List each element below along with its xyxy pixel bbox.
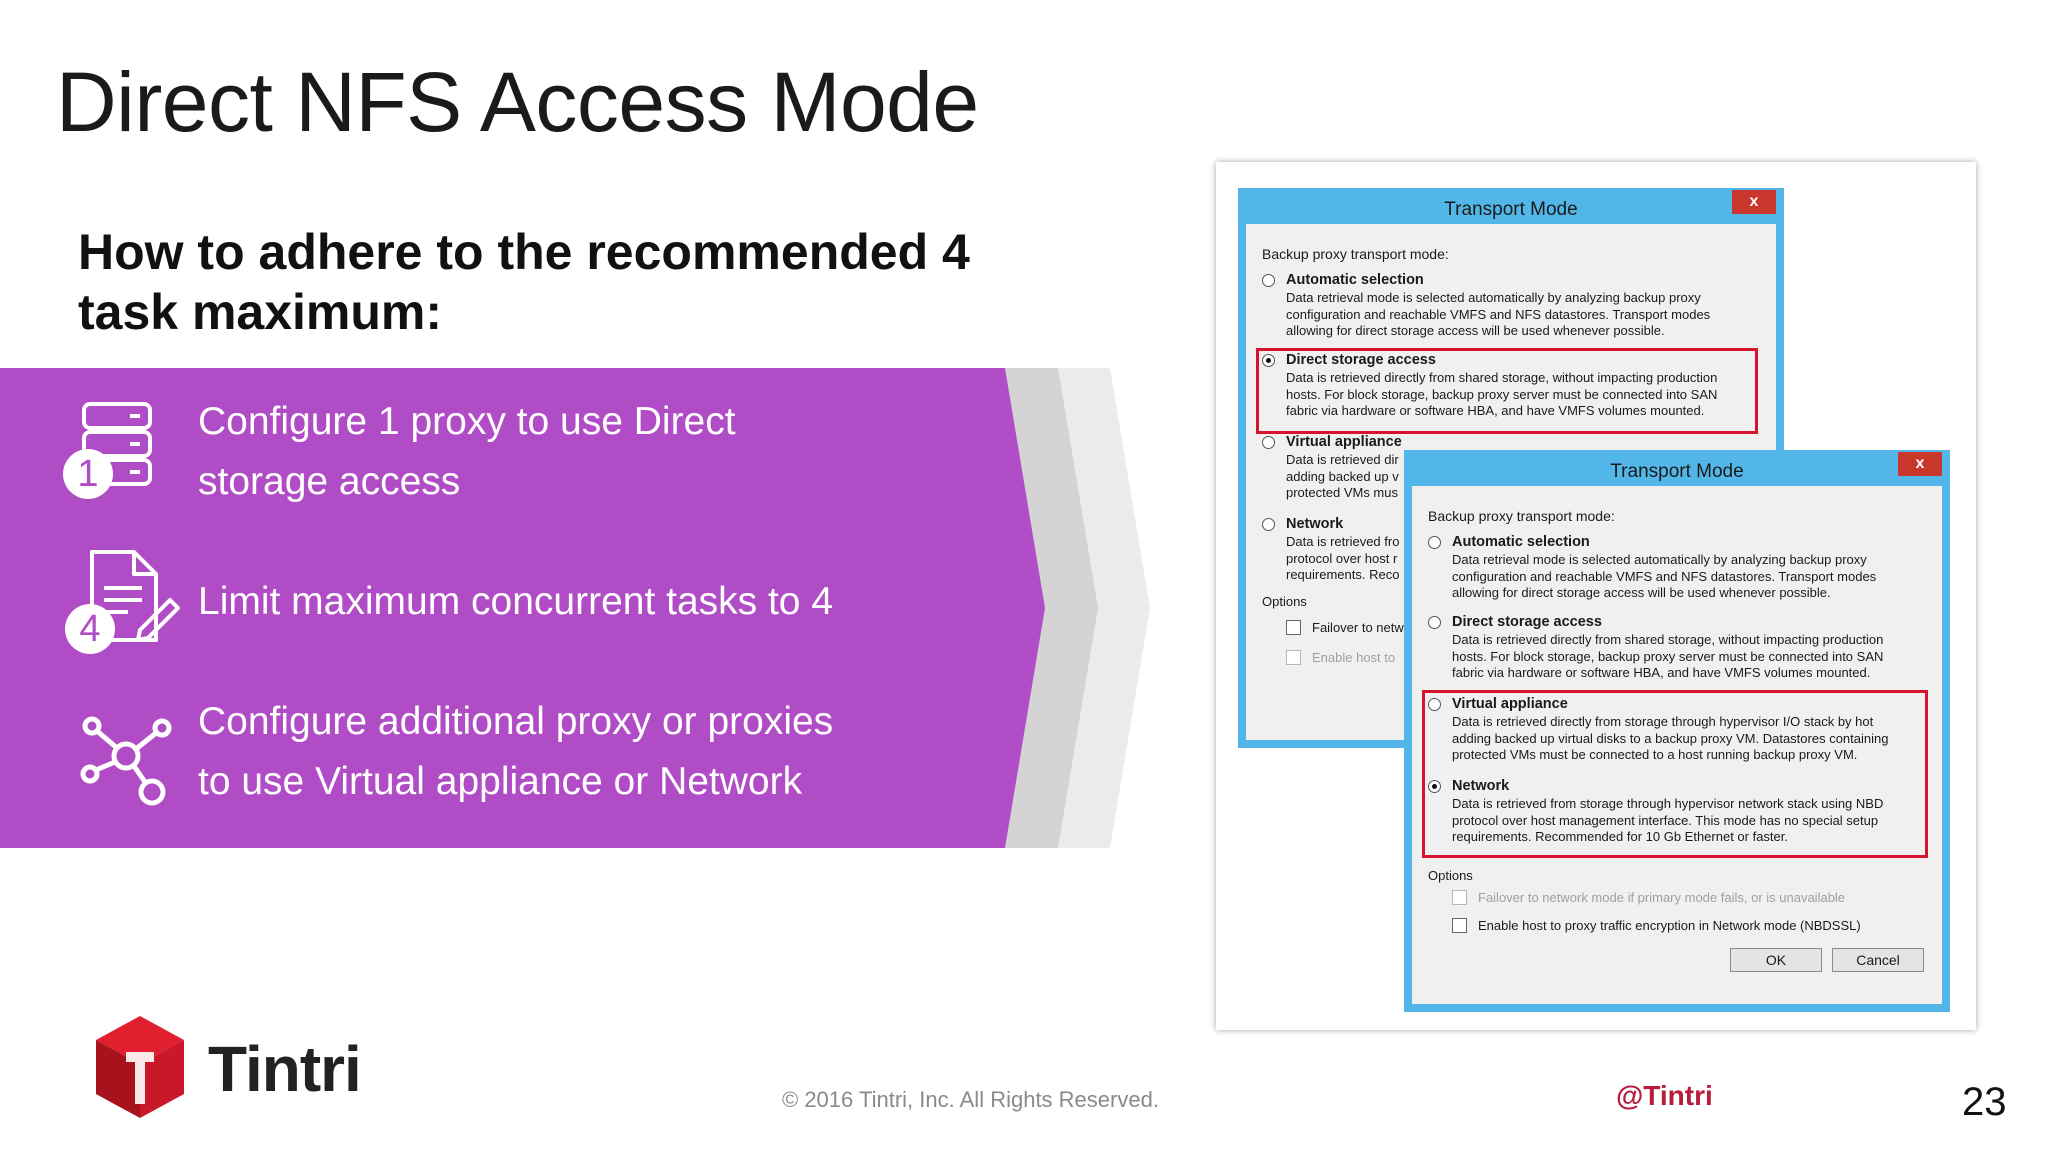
option-desc: Data retrieval mode is selected automatically by analyzing backup proxy configuration and reachable VMFS and NFS datastores. Transport modes allowing for direct storage access will be used whenever possible. [1452, 552, 1877, 600]
encryption-checkbox[interactable] [1452, 918, 1467, 933]
radio-direct-storage[interactable] [1428, 616, 1441, 629]
slide-subtitle: How to adhere to the recommended 4 task maximum: [78, 224, 970, 340]
twitter-handle: @Tintri [1616, 1080, 1713, 1111]
network-nodes-icon [80, 716, 176, 806]
cancel-button[interactable]: Cancel [1832, 948, 1924, 972]
transport-mode-dialog-front [1404, 450, 1950, 1012]
option-desc: Data is retrieved from storage through hypervisor network stack using NBD protocol over host management interface. This mode has no special setup requirements. Recommended for 10 Gb Ethernet or faster. [1452, 796, 1884, 844]
logo-text: Tintri [208, 1033, 361, 1105]
copyright: © 2016 Tintri, Inc. All Rights Reserved. [782, 1087, 1159, 1112]
tintri-logo-icon [90, 1012, 190, 1122]
option-desc: Data retrieval mode is selected automatically by analyzing backup proxy configuration and reachable VMFS and NFS datastores. Transport modes allowing for direct storage access will be used whenever possible. [1286, 290, 1711, 338]
item-1-line-2: storage access [198, 460, 461, 503]
ok-button[interactable]: OK [1730, 948, 1822, 972]
item-1-line-1: Configure 1 proxy to use Direct [198, 400, 736, 443]
dialog-body [1412, 486, 1942, 1004]
close-button[interactable]: x [1732, 190, 1776, 214]
radio-network[interactable] [1262, 518, 1275, 531]
item-3-line-2: to use Virtual appliance or Network [198, 760, 803, 803]
option-desc: Data is retrieved directly from shared storage, without impacting production hosts. For block storage, backup proxy server must be connected into SAN fabric via hardware or software HBA, and have VMFS volumes mounted. [1452, 632, 1884, 680]
radio-automatic[interactable] [1262, 274, 1275, 287]
checkbox-label: Failover to netw [1312, 620, 1404, 635]
option-label: Virtual appliance [1286, 434, 1402, 450]
highlight-box [1422, 690, 1928, 858]
step-badge-4: 4 [65, 604, 115, 654]
option-label: Automatic selection [1452, 534, 1590, 550]
option-label: Direct storage access [1452, 614, 1602, 630]
dialog-title: Transport Mode [1246, 196, 1776, 224]
checkbox-label: Enable host to proxy traffic encryption in Network mode (NBDSSL) [1478, 918, 1861, 933]
option-label: Automatic selection [1286, 272, 1424, 288]
mode-label: Backup proxy transport mode: [1428, 508, 1615, 524]
options-label: Options [1262, 594, 1307, 609]
option-label: Network [1286, 516, 1344, 532]
option-label: Network [1452, 778, 1510, 794]
option-desc: Data is retrieved dir adding backed up v protected VMs mus [1286, 452, 1399, 500]
checkbox-label: Enable host to [1312, 650, 1396, 665]
slide-title: Direct NFS Access Mode [56, 55, 979, 149]
option-desc: Data is retrieved directly from storage through hypervisor I/O stack by hot adding backed up virtual disks to a backup proxy VM. Datastores containing protected VMs must be connected to a host running backup proxy VM. [1452, 714, 1889, 762]
dialog-title: Transport Mode [1412, 458, 1942, 486]
page-number: 23 [1962, 1080, 2007, 1124]
step-badge-1: 1 [63, 449, 113, 499]
highlight-box [1256, 348, 1758, 434]
option-desc: Data is retrieved fro protocol over host r requirements. Reco [1286, 534, 1400, 582]
item-3-line-1: Configure additional proxy or proxies [198, 700, 834, 743]
radio-automatic[interactable] [1428, 536, 1441, 549]
failover-checkbox[interactable] [1286, 620, 1301, 635]
mode-label: Backup proxy transport mode: [1262, 246, 1449, 262]
radio-virtual-appliance[interactable] [1262, 436, 1275, 449]
item-2-line-1: Limit maximum concurrent tasks to 4 [198, 580, 834, 623]
close-button[interactable]: x [1898, 452, 1942, 476]
options-label: Options [1428, 868, 1473, 883]
option-label: Direct storage access [1286, 352, 1436, 368]
checkbox-label: Failover to network mode if primary mode fails, or is unavailable [1478, 890, 1846, 905]
failover-checkbox[interactable] [1452, 890, 1467, 905]
screenshot-panel [1216, 162, 1976, 1030]
option-desc: Data is retrieved directly from shared storage, without impacting production hosts. For block storage, backup proxy server must be connected into SAN fabric via hardware or software HBA, and have VMFS volumes mounted. [1286, 370, 1718, 418]
option-label: Virtual appliance [1452, 696, 1568, 712]
encryption-checkbox[interactable] [1286, 650, 1301, 665]
